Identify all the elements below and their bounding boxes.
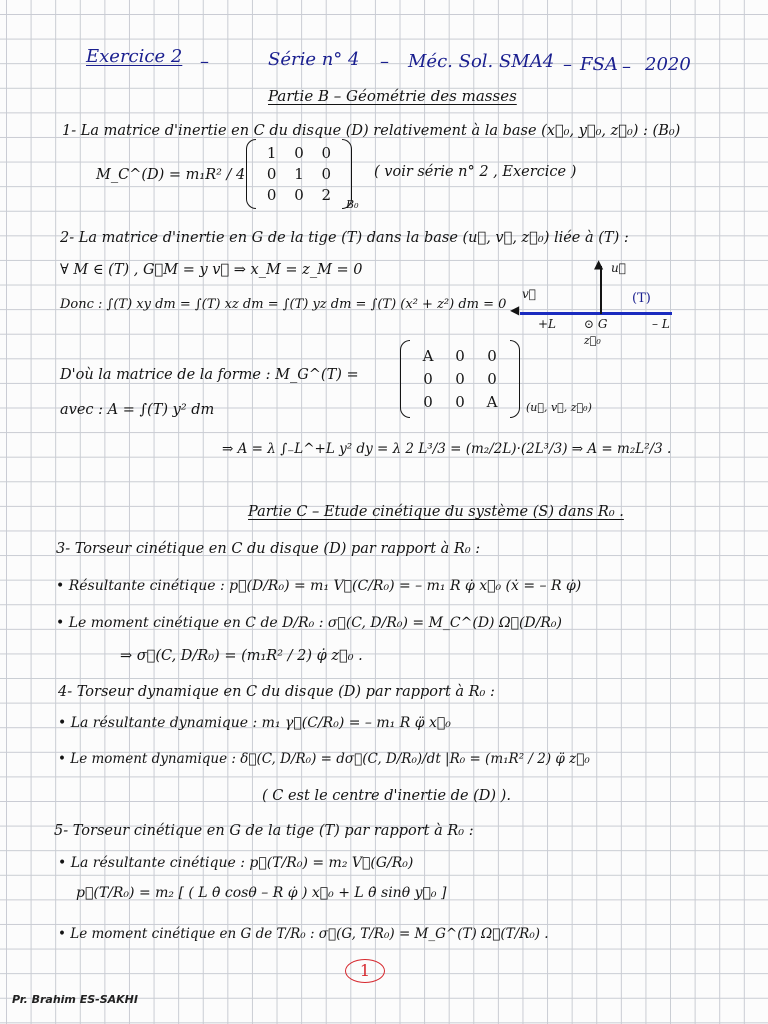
- dash: –: [200, 51, 209, 72]
- q1-basis: B₀: [346, 198, 359, 211]
- q2-line5: ⇒ A = λ ∫₋L^+L y² dy = λ 2 L³/3 = (m₂/2L)·(2L³/3) ⇒ A = m₂L²/3 .: [222, 441, 672, 457]
- year: 2020: [645, 54, 691, 75]
- q3-mom2: ⇒ σ⃗(C, D/R₀) = (m₁R² / 2) φ̇ z⃗₀ .: [120, 648, 363, 664]
- u-axis-line: [600, 266, 602, 314]
- q1-note: ( voir série n° 2 , Exercice ): [374, 164, 577, 180]
- q5-res2: p⃗(T/R₀) = m₂ [ ( L θ̇ cosθ – R φ̇ ) x⃗₀ + L θ̇ sinθ y⃗₀ ]: [76, 885, 447, 901]
- u-label: u⃗: [611, 261, 626, 275]
- q1-lhs: M_C^(D) = m₁R² / 4: [96, 167, 246, 183]
- q5-mom: • Le moment cinétique en G de T/R₀ : σ⃗(G, T/R₀) = M_G^(T) Ω⃗(T/R₀) .: [58, 926, 549, 942]
- q2-line3: D'où la matrice de la forme : M_G^(T) =: [60, 367, 359, 383]
- rod-label: (T): [632, 291, 651, 306]
- exercise-title: Exercice 2: [86, 46, 183, 67]
- q5-text: 5- Torseur cinétique en G de la tige (T) par rapport à R₀ :: [54, 823, 474, 839]
- q3-text: 3- Torseur cinétique en C du disque (D) par rapport à R₀ :: [56, 541, 481, 557]
- q2-text: 2- La matrice d'inertie en G de la tige (T) dans la base (u⃗, v⃗, z⃗₀) liée à (T) :: [60, 230, 629, 246]
- dash: –: [563, 54, 572, 75]
- dash: –: [380, 51, 389, 72]
- v-arrow-head: ◀: [510, 303, 520, 317]
- q4-res: • La résultante dynamique : m₁ γ⃗(C/R₀) = – m₁ R φ̈ x⃗₀: [58, 715, 451, 731]
- inertia-matrix-rod: A 0 0 0 0 0 0 0 A: [412, 344, 508, 414]
- dash: –: [622, 56, 631, 77]
- minus-l-label: – L: [652, 317, 670, 331]
- q4-mom: • Le moment dynamique : δ⃗(C, D/R₀) = dσ⃗(C, D/R₀)/dt |R₀ = (m₁R² / 2) φ̈ z⃗₀: [58, 751, 590, 767]
- q2-line2: Donc : ∫(T) xy dm = ∫(T) xz dm = ∫(T) yz dm = ∫(T) (x² + z²) dm = 0: [60, 297, 507, 312]
- plus-l-label: +L: [538, 317, 557, 331]
- q2-line4: avec : A = ∫(T) y² dm: [60, 402, 215, 418]
- partC-title: Partie C – Etude cinétique du système (S) dans R₀ .: [248, 504, 624, 520]
- q2-line1: ∀ M ∈ (T) , G⃗M = y v⃗ ⇒ x_M = z_M = 0: [60, 262, 363, 278]
- g-label: ⊙ G: [584, 317, 608, 331]
- q1-text: 1- La matrice d'inertie en C du disque (D) relativement à la base (x⃗₀, y⃗₀, z⃗₀) : (B₀): [62, 123, 681, 139]
- q2-basis: (u⃗, v⃗, z⃗₀): [526, 401, 592, 414]
- partB-title: Partie B – Géométrie des masses: [268, 87, 517, 105]
- author-credit: Pr. Brahim ES-SAKHI: [12, 993, 138, 1006]
- q3-res: • Résultante cinétique : p⃗(D/R₀) = m₁ V⃗(C/R₀) = – m₁ R φ̇ x⃗₀ (ẋ = – R φ̇): [56, 578, 582, 594]
- q4-note: ( C est le centre d'inertie de (D) ).: [262, 788, 511, 804]
- q5-res: • La résultante cinétique : p⃗(T/R₀) = m₂ V⃗(G/R₀): [58, 855, 414, 871]
- v-label: v⃗: [522, 287, 536, 301]
- z-label: z⃗₀: [584, 334, 601, 347]
- u-arrow-head: ▲: [594, 257, 604, 271]
- school: FSA: [580, 54, 618, 75]
- rod-line: [520, 312, 672, 315]
- q4-text: 4- Torseur dynamique en C du disque (D) par rapport à R₀ :: [58, 684, 495, 700]
- q3-mom: • Le moment cinétique en C de D/R₀ : σ⃗(C, D/R₀) = M_C^(D) Ω⃗(D/R₀): [56, 615, 562, 631]
- inertia-matrix-disk: 1 0 0 0 1 0 0 0 2: [258, 143, 340, 205]
- subject: Méc. Sol. SMA4: [408, 51, 555, 72]
- series-number: Série n° 4: [268, 49, 360, 70]
- page-number: 1: [345, 959, 385, 983]
